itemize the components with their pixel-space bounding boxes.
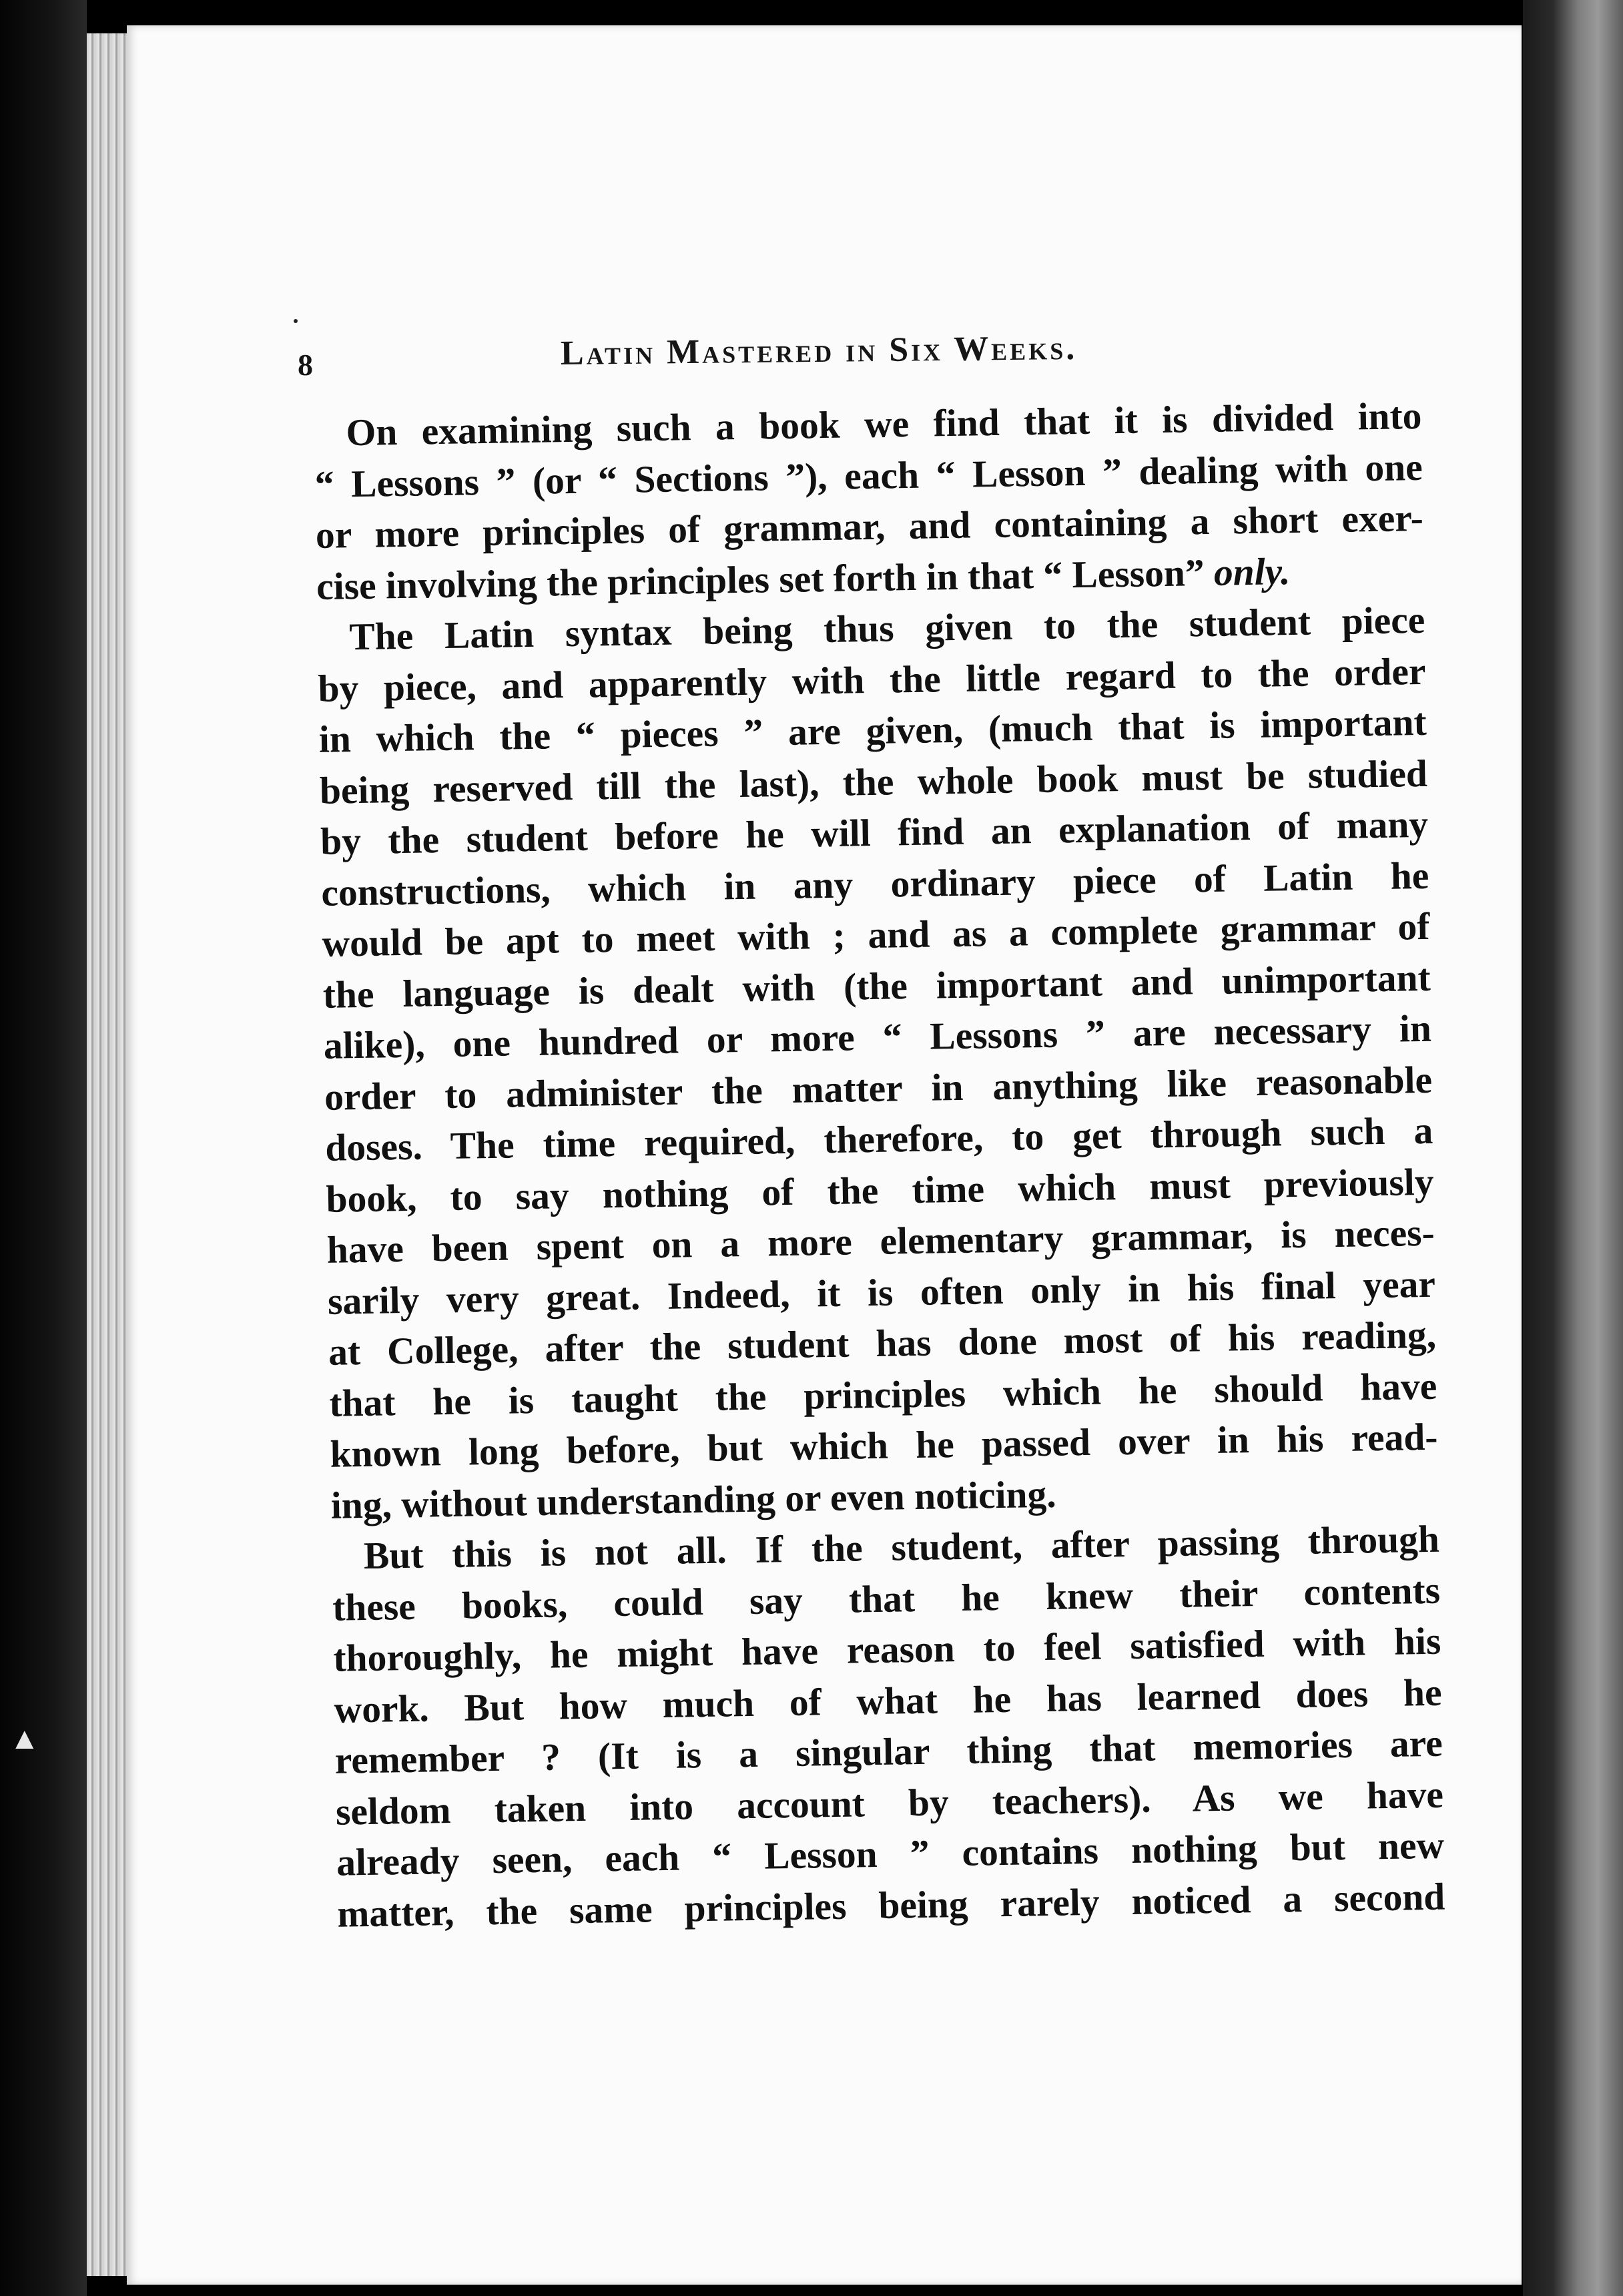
text-line: matter, the same principles being rarely noticed a second: [336, 1876, 1445, 1936]
text-line: thoroughly, he might have reason to feel satisfied with his: [332, 1620, 1441, 1680]
text-line: order to administer the matter in anything like reasonable: [324, 1059, 1433, 1119]
text-line: known long before, but which he passed over in his read-: [330, 1416, 1438, 1476]
paragraph-1: [314, 391, 1425, 613]
ink-dot: [294, 319, 298, 323]
text-line: the language is dealt with (the important and unimportant: [322, 956, 1431, 1017]
text-line: already seen, each “ Lesson ” contains nothing but new: [336, 1824, 1445, 1884]
page-number: 8: [298, 348, 313, 382]
text-line: But this is not all. If the student, after passing through: [363, 1518, 1440, 1578]
text-line: in which the “ pieces ” are given, (much that is important: [318, 701, 1427, 761]
text-line: seldom taken into account by teachers). As we have: [335, 1773, 1444, 1833]
running-head: Latin Mastered in Six Weeks.: [560, 328, 1078, 372]
text-line: at College, after the student has done most of his reading,: [328, 1314, 1437, 1374]
body-text: [314, 391, 1445, 1940]
text-line: being reserved till the last), the whole book must be studied: [319, 752, 1428, 812]
scan-marker-icon: ▲: [9, 1721, 40, 1755]
text-line: by piece, and apparently with the little regard to the order: [318, 650, 1426, 710]
text-line: “ Lessons ” (or “ Sections ”), each “ Lesson ” dealing with one: [314, 446, 1423, 506]
text-line: ing, without understanding or even noticing.: [330, 1473, 1057, 1527]
emphasis: only.: [1213, 550, 1291, 594]
text-line: by the student before he will find an explanation of many: [320, 803, 1429, 863]
book-edge-right: [1523, 0, 1623, 2296]
text-line: or more principles of grammar, and containing a short exer-: [315, 497, 1424, 557]
paragraph-2: [317, 595, 1439, 1532]
text-line: book, to say nothing of the time which must previously: [326, 1161, 1434, 1221]
text-line: these books, could say that he knew their contents: [332, 1569, 1441, 1629]
text-line: have been spent on a more elementary grammar, is neces-: [326, 1211, 1435, 1271]
text-line: alike), one hundred or more “ Lessons ” are necessary in: [323, 1007, 1432, 1067]
text-segment: cise involving the principles set forth in that “ Lesson”: [316, 551, 1205, 608]
text-line: doses. The time required, therefore, to get through such a: [324, 1109, 1433, 1169]
text-line: sarily very great. Indeed, it is often only in his final year: [327, 1263, 1436, 1323]
book-binding-left: [0, 0, 87, 2296]
text-line: remember ? (It is a singular thing that memories are: [334, 1722, 1443, 1782]
text-line: The Latin syntax being thus given to the student piece: [348, 599, 1425, 659]
text-line: constructions, which in any ordinary piece of Latin he: [320, 854, 1429, 914]
text-line: work. But how much of what he has learned does he: [334, 1671, 1442, 1731]
paragraph-3: [331, 1514, 1445, 1940]
text-line: On examining such a book we find that it is divided into: [346, 394, 1422, 455]
text-line: that he is taught the principles which he should have: [328, 1365, 1437, 1425]
text-line: would be apt to meet with ; and as a complete grammar of: [322, 905, 1430, 965]
